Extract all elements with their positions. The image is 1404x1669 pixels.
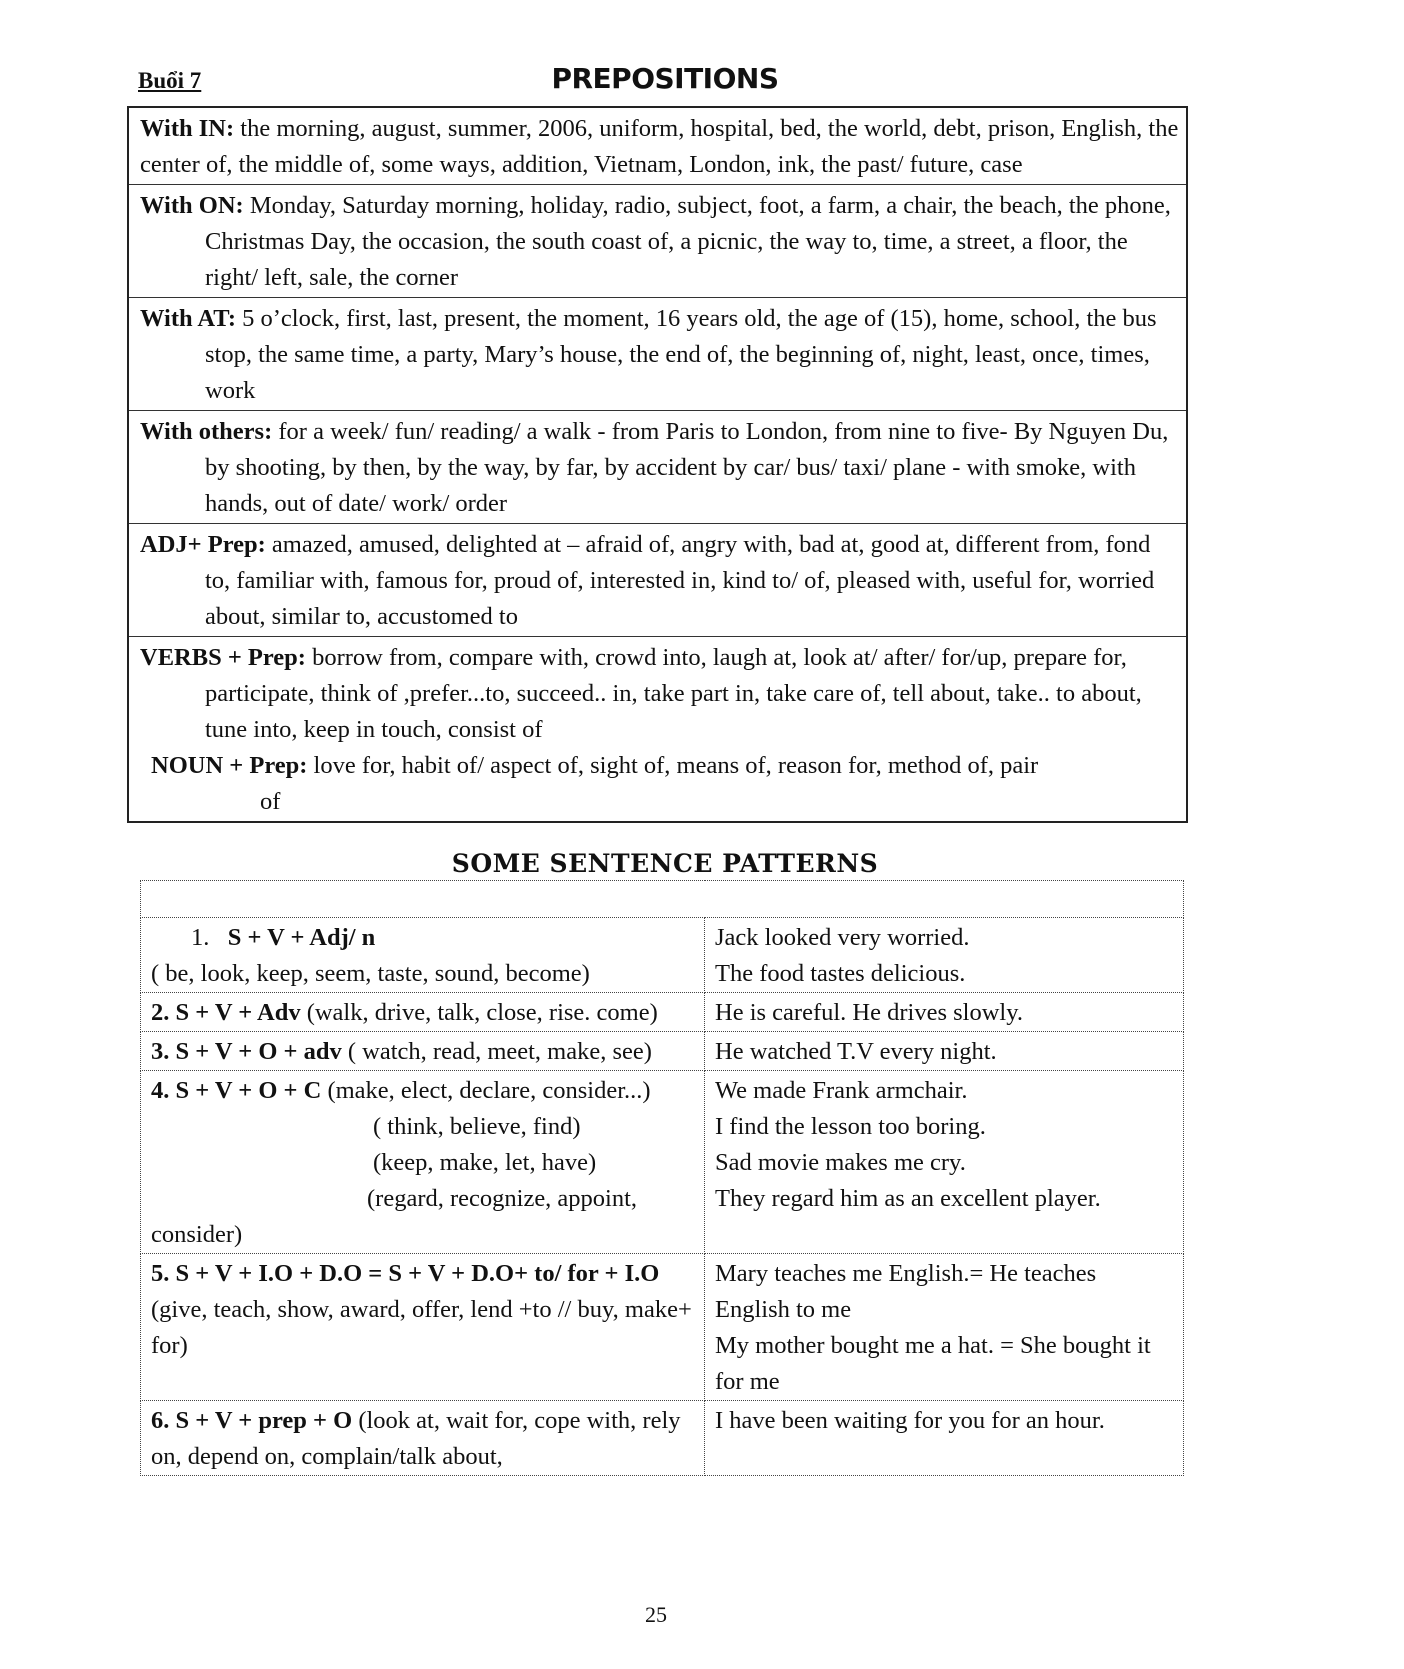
patterns-table <box>140 880 1184 1476</box>
table-row <box>141 918 1184 993</box>
pattern-verbs: (regard, recognize, appoint, <box>367 1185 638 1212</box>
prep-label: With others: <box>140 418 273 445</box>
noun-prep-label: NOUN + Prep: <box>151 752 308 779</box>
example-line: He watched T.V every night. <box>715 1038 997 1065</box>
prep-text: borrow from, compare with, crowd into, laugh at, look at/ after/ for/up, prepare for, participate, think of ,prefer...to, succeed.. in, take part in, take care of, tell about, take.. to about, tune into, keep in touch, consist of <box>205 644 1142 743</box>
pattern-cell <box>141 1071 705 1254</box>
page-title: PREPOSITIONS <box>551 62 779 95</box>
pattern-verbs: ( be, look, keep, seem, taste, sound, become) <box>151 960 590 987</box>
example-line: They regard him as an excellent player. <box>715 1185 1101 1212</box>
pattern-verbs: ( think, believe, find) <box>373 1113 581 1140</box>
prep-row-others <box>129 411 1186 524</box>
prep-text: for a week/ fun/ reading/ a walk - from Paris to London, from nine to five- By Nguyen Du, by shooting, by then, by the way, by far, by accident by car/ bus/ taxi/ plane - with smoke, with hands, out of date/ work/ order <box>205 418 1169 517</box>
table-row <box>141 1401 1184 1476</box>
example-line: We made Frank armchair. <box>715 1077 968 1104</box>
pattern-number: 1. <box>191 924 210 951</box>
pattern-cell <box>141 1032 705 1071</box>
pattern-cell <box>141 1401 705 1476</box>
table-row <box>141 1032 1184 1071</box>
prep-label: With IN: <box>140 115 235 142</box>
prepositions-box <box>127 106 1188 823</box>
example-line: I have been waiting for you for an hour. <box>715 1407 1105 1434</box>
example-cell <box>705 1071 1184 1254</box>
table-row <box>141 881 1184 918</box>
pattern-verbs: (look at, wait for, cope with, rely on, depend on, complain/talk about, <box>151 1407 681 1470</box>
example-line: I find the lesson too boring. <box>715 1113 986 1140</box>
pattern-cell <box>141 918 705 993</box>
pattern-verbs: consider) <box>151 1221 243 1248</box>
table-row <box>141 993 1184 1032</box>
table-row <box>141 1254 1184 1401</box>
example-line: Sad movie makes me cry. <box>715 1149 966 1176</box>
pattern-verbs: ( watch, read, meet, make, see) <box>341 1038 652 1065</box>
pattern-verbs: (give, teach, show, award, offer, lend +to // buy, make+ for) <box>151 1296 692 1359</box>
example-line: He is careful. He drives slowly. <box>715 999 1023 1026</box>
example-cell <box>705 1032 1184 1071</box>
example-cell <box>705 918 1184 993</box>
blank-cell <box>141 881 1184 918</box>
pattern-verbs: (keep, make, let, have) <box>373 1149 597 1176</box>
table-row <box>141 1071 1184 1254</box>
prep-label: ADJ+ Prep: <box>140 531 266 558</box>
page-number: 25 <box>645 1602 667 1627</box>
pattern-formula: 3. S + V + O + adv <box>151 1038 342 1065</box>
example-line: Mary teaches me English.= He teaches English to me <box>715 1260 1097 1323</box>
example-cell <box>705 1401 1184 1476</box>
pattern-formula: 4. S + V + O + C <box>151 1077 328 1104</box>
prep-label: With AT: <box>140 305 236 332</box>
example-cell <box>705 993 1184 1032</box>
prep-text: amazed, amused, delighted at – afraid of, angry with, bad at, good at, different from, fond to, familiar with, famous for, proud of, interested in, kind to/ of, pleased with, useful for, worried about, similar to, accustomed to <box>205 531 1155 630</box>
prep-text: 5 o’clock, first, last, present, the moment, 16 years old, the age of (15), home, school, the bus stop, the same time, a party, Mary’s house, the end of, the beginning of, night, least, once, times, work <box>205 305 1157 404</box>
prep-row-at <box>129 298 1186 411</box>
pattern-verbs: (make, elect, declare, consider...) <box>327 1077 651 1104</box>
prep-row-on <box>129 185 1186 298</box>
prep-text: Monday, Saturday morning, holiday, radio, subject, foot, a farm, a chair, the beach, the phone, Christmas Day, the occasion, the south coast of, a picnic, the way to, time, a street, a floor, the right/ left, sale, the corner <box>205 192 1171 291</box>
pattern-cell <box>141 993 705 1032</box>
prep-row-in <box>129 108 1186 185</box>
pattern-formula: 5. S + V + I.O + D.O = S + V + D.O+ to/ for + I.O <box>151 1260 660 1287</box>
example-line: The food tastes delicious. <box>715 960 966 987</box>
prep-row-adj <box>129 524 1186 637</box>
patterns-title: SOME SENTENCE PATTERNS <box>451 849 879 878</box>
pattern-formula: 2. S + V + Adv <box>151 999 301 1026</box>
example-line: Jack looked very worried. <box>715 924 970 951</box>
pattern-formula: S + V + Adj/ n <box>227 924 376 951</box>
prep-label: With ON: <box>140 192 244 219</box>
pattern-formula: 6. S + V + prep + O <box>151 1407 353 1434</box>
pattern-verbs: (walk, drive, talk, close, rise. come) <box>300 999 658 1026</box>
noun-prep-tail: of <box>260 788 281 815</box>
example-cell <box>705 1254 1184 1401</box>
prep-row-verbs-noun <box>129 637 1186 821</box>
example-line: My mother bought me a hat. = She bought it for me <box>715 1332 1151 1395</box>
prep-label: VERBS + Prep: <box>140 644 306 671</box>
prep-text: the morning, august, summer, 2006, uniform, hospital, bed, the world, debt, prison, English, the center of, the middle of, some ways, addition, Vietnam, London, ink, the past/ future, case <box>140 115 1179 178</box>
pattern-cell <box>141 1254 705 1401</box>
session-label: Buổi 7 <box>138 68 202 93</box>
noun-prep-text: love for, habit of/ aspect of, sight of, means of, reason for, method of, pair <box>307 752 1039 779</box>
